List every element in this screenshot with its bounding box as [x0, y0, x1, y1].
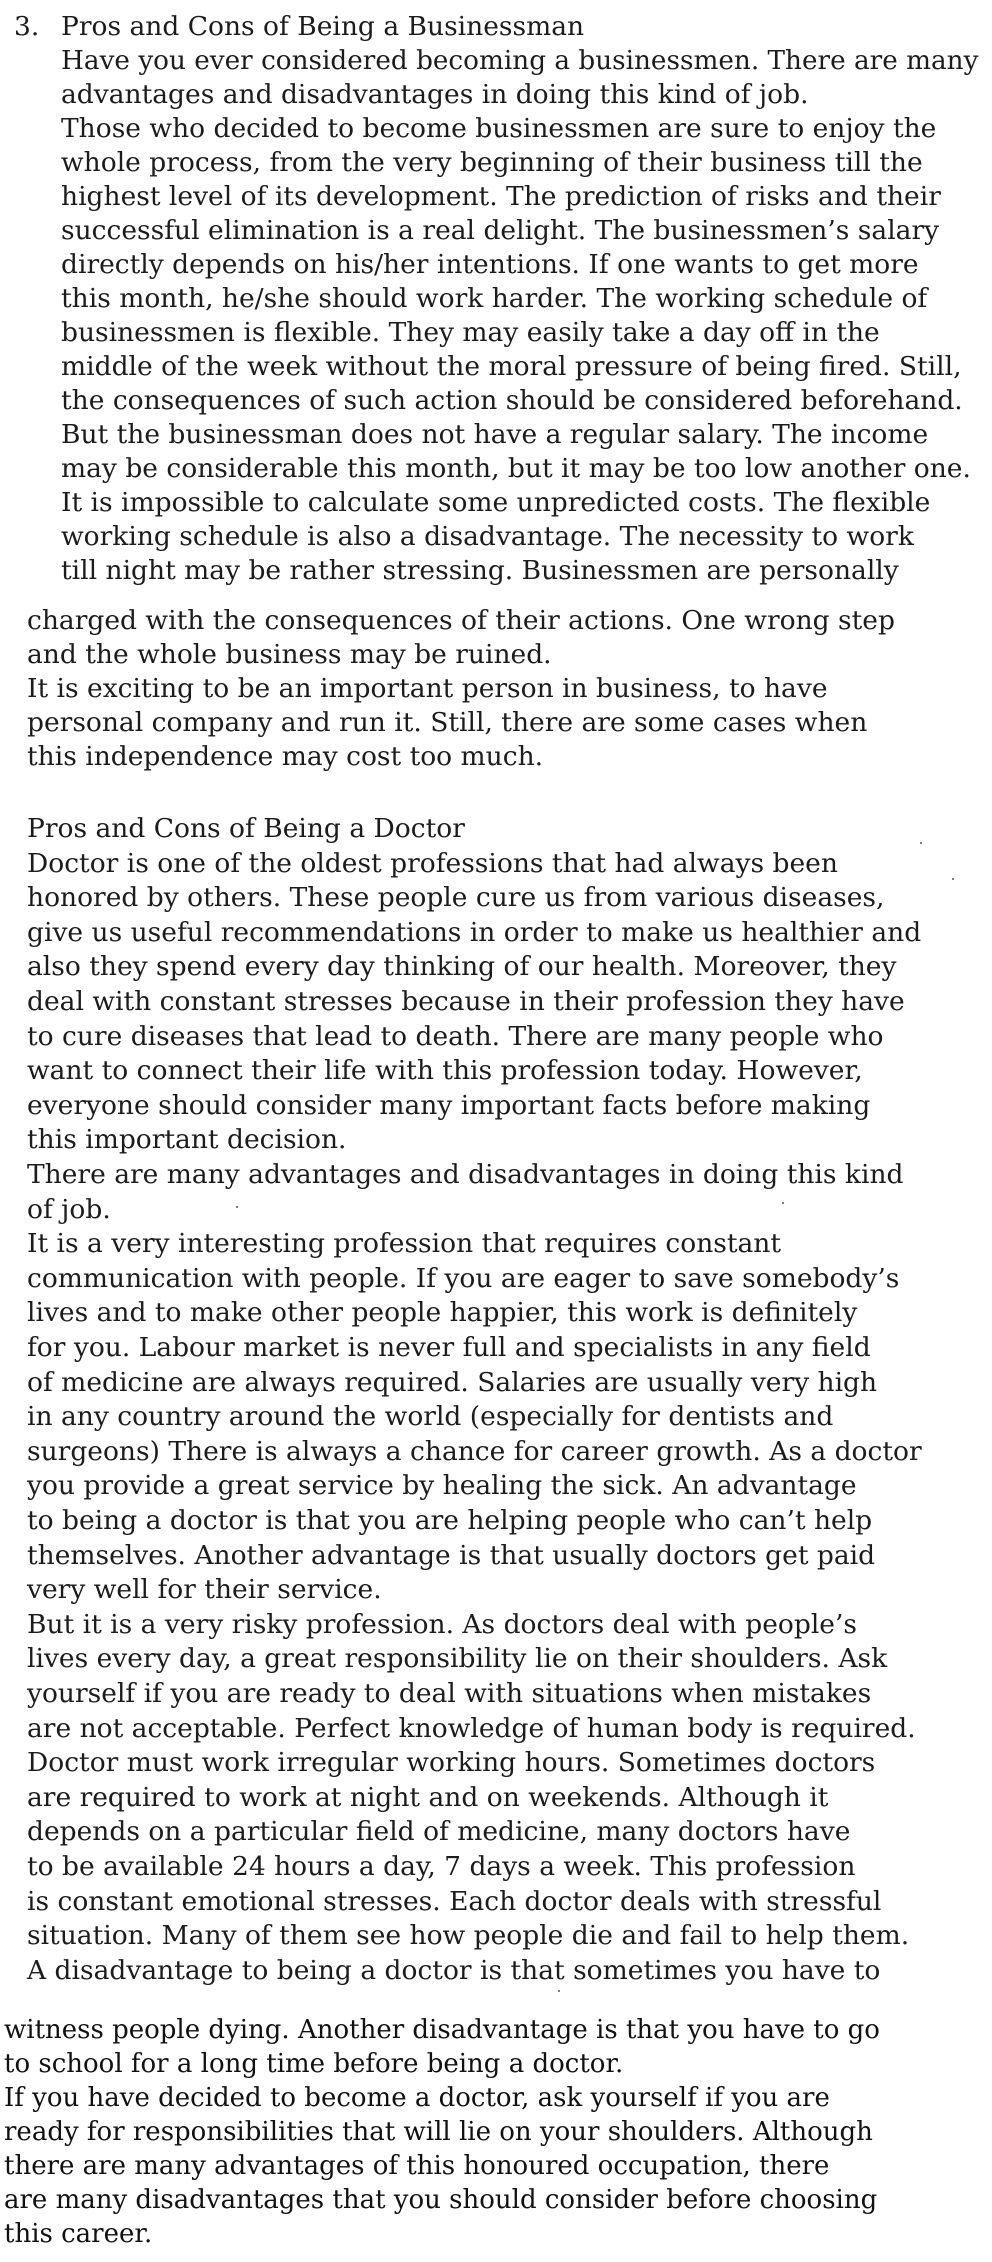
text-line: ready for responsibilities that will lie on your shoulders. Although	[4, 2117, 873, 2147]
text-line: the consequences of such action should be considered beforehand.	[61, 385, 963, 416]
text-line: very well for their service.	[27, 1574, 382, 1606]
text-line: give us useful recommendations in order to make us healthier and	[27, 916, 922, 948]
text-line: is constant emotional stresses. Each doctor deals with stressful	[27, 1885, 882, 1917]
text-line: deal with constant stresses because in their profession they have	[27, 986, 905, 1017]
text-line: lives and to make other people happier, this work is definitely	[27, 1297, 858, 1329]
text-line: successful elimination is a real delight. The businessmen’s salary	[61, 215, 940, 246]
text-line: It is a very interesting profession that requires constant	[27, 1228, 782, 1260]
text-line: If you have decided to become a doctor, ask yourself if you are	[4, 2083, 830, 2113]
scan-speck	[782, 1202, 784, 1204]
text-line: But the businessman does not have a regular salary. The income	[61, 419, 929, 450]
text-line: of medicine are always required. Salaries are usually very high	[27, 1366, 878, 1398]
text-line: Doctor is one of the oldest professions that had always been	[27, 847, 838, 879]
text-line: surgeons) There is always a chance for career growth. As a doctor	[27, 1435, 922, 1467]
scan-speck	[558, 1990, 560, 1992]
text-line: also they spend every day thinking of our health. Moreover, they	[27, 951, 897, 983]
text-line: this independence may cost too much.	[27, 741, 544, 772]
text-line: personal company and run it. Still, there are some cases when	[27, 707, 868, 738]
text-line: Doctor must work irregular working hours. Sometimes doctors	[27, 1747, 876, 1779]
text-line: may be considerable this month, but it may be too low another one.	[61, 453, 971, 484]
text-line: are many disadvantages that you should consider before choosing	[4, 2185, 878, 2215]
text-line: want to connect their life with this profession today. However,	[27, 1055, 863, 1087]
text-line: of job.	[27, 1193, 111, 1225]
text-line: Those who decided to become businessmen are sure to enjoy the	[61, 113, 937, 144]
text-line: But it is a very risky profession. As doctors deal with people’s	[27, 1608, 858, 1640]
text-line: working schedule is also a disadvantage. The necessity to work	[61, 521, 914, 552]
scan-speck	[236, 1206, 238, 1208]
scan-speck	[952, 878, 954, 880]
section-number: 3.	[14, 11, 40, 42]
text-line: in any country around the world (especially for dentists and	[27, 1401, 834, 1433]
text-line: highest level of its development. The prediction of risks and their	[61, 181, 941, 212]
text-line: for you. Labour market is never full and specialists in any field	[27, 1332, 871, 1363]
text-line: are required to work at night and on weekends. Although it	[27, 1781, 829, 1813]
text-line: and the whole business may be ruined.	[27, 639, 552, 670]
text-line: whole process, from the very beginning of their business till the	[61, 147, 923, 178]
text-line: Have you ever considered becoming a businessmen. There are many	[61, 45, 979, 76]
scan-speck	[920, 842, 922, 844]
text-line: directly depends on his/her intentions. If one wants to get more	[61, 249, 919, 280]
text-line: there are many advantages of this honoured occupation, there	[4, 2151, 830, 2181]
text-line: to school for a long time before being a doctor.	[4, 2049, 624, 2079]
text-line: to be available 24 hours a day, 7 days a week. This profession	[27, 1851, 856, 1882]
text-line: It is impossible to calculate some unpredicted costs. The flexible	[61, 487, 931, 518]
text-line: depends on a particular field of medicine, many doctors have	[27, 1816, 851, 1848]
text-line: yourself if you are ready to deal with situations when mistakes	[27, 1678, 872, 1709]
text-line: themselves. Another advantage is that usually doctors get paid	[27, 1539, 876, 1571]
text-line: advantages and disadvantages in doing this kind of job.	[61, 79, 809, 110]
doctor-title: Pros and Cons of Being a Doctor	[27, 813, 465, 844]
text-line: are not acceptable. Perfect knowledge of human body is required.	[27, 1712, 916, 1744]
text-line: communication with people. If you are eager to save somebody’s	[27, 1262, 900, 1294]
text-line: to being a doctor is that you are helping people who can’t help	[27, 1505, 873, 1536]
text-line: honored by others. These people cure us from various diseases,	[27, 882, 885, 914]
text-line: this important decision.	[27, 1124, 347, 1156]
text-line: this month, he/she should work harder. The working schedule of	[61, 283, 928, 314]
text-line: lives every day, a great responsibility lie on their shoulders. Ask	[27, 1643, 888, 1675]
text-line: middle of the week without the moral pressure of being fired. Still,	[61, 351, 962, 382]
text-line: It is exciting to be an important person in business, to have	[27, 673, 828, 704]
text-line: situation. Many of them see how people die and fail to help them.	[27, 1920, 910, 1952]
text-line: you provide a great service by healing the sick. An advantage	[27, 1470, 857, 1502]
text-line: this career.	[4, 2219, 153, 2249]
text-line: everyone should consider many important facts before making	[27, 1089, 871, 1121]
businessman-title: Pros and Cons of Being a Businessman	[61, 11, 585, 42]
text-line: till night may be rather stressing. Businessmen are personally	[61, 555, 899, 586]
text-line: witness people dying. Another disadvantage is that you have to go	[4, 2015, 880, 2045]
text-line: There are many advantages and disadvantages in doing this kind	[27, 1159, 904, 1190]
text-line: businessmen is flexible. They may easily take a day off in the	[61, 317, 880, 348]
text-line: A disadvantage to being a doctor is that sometimes you have to	[27, 1954, 881, 1986]
text-line: charged with the consequences of their actions. One wrong step	[27, 605, 895, 636]
text-line: to cure diseases that lead to death. There are many people who	[27, 1020, 884, 1052]
